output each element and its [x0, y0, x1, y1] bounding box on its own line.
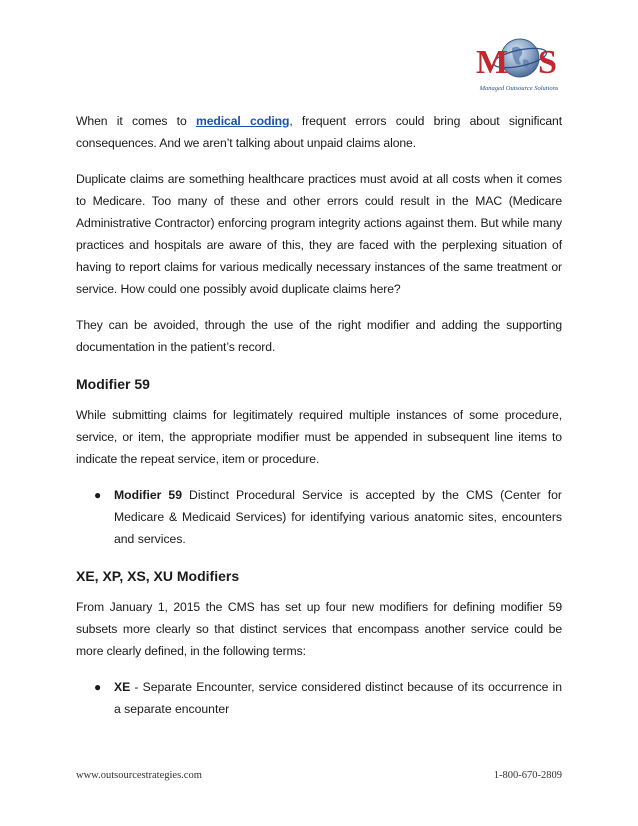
intro-text-end: , frequent errors could bring about significant consequences. And we aren’t talking about unpaid claims alone.	[76, 114, 562, 150]
document-body	[76, 110, 562, 730]
bullet-term: XE	[114, 680, 131, 694]
logo-graphic	[468, 34, 570, 98]
company-logo	[468, 34, 570, 98]
bullet-term: Modifier 59	[114, 488, 182, 502]
medical-coding-link[interactable]: medical coding	[195, 114, 290, 128]
x-modifiers-heading: XE, XP, XS, XU Modifiers	[76, 568, 240, 584]
intro-text-start: When it comes to	[76, 114, 196, 128]
x-modifiers-paragraph: From January 1, 2015 the CMS has set up four new modifiers for defining modifier 59 subsets more clearly so that distinct services that encompass another service could be more clearly defined, in the following terms:	[76, 600, 562, 658]
intro-paragraph	[76, 110, 562, 154]
bullet-icon: ●	[94, 680, 102, 694]
bullet-icon: ●	[94, 488, 102, 502]
logo-tagline: Managed Outsource Solutions	[479, 85, 559, 92]
logo-letter-m: M	[476, 44, 509, 81]
page-footer	[76, 770, 562, 781]
list-item	[76, 676, 562, 720]
modifier-59-heading: Modifier 59	[76, 376, 150, 392]
footer-website: www.outsourcestrategies.com	[76, 770, 202, 781]
logo-letter-s: S	[538, 44, 557, 81]
x-modifiers-list	[76, 676, 562, 720]
duplicate-claims-paragraph: Duplicate claims are something healthcare practices must avoid at all costs when it comes to Medicare. Too many of these and other errors could result in the MAC (Medicare Administrative Contractor) enforcing program integrity actions against them. But while many practices and hospitals are aware of this, they are faced with the perplexing situation of having to report claims for various medically necessary instances of the same treatment or service. How could one possibly avoid duplicate claims here?	[76, 172, 562, 296]
modifier-59-list	[76, 484, 562, 550]
avoidance-paragraph: They can be avoided, through the use of the right modifier and adding the supporting documentation in the patient’s record.	[76, 318, 562, 354]
bullet-text: Distinct Procedural Service is accepted by the CMS (Center for Medicare & Medicaid Services) for identifying various anatomic sites, encounters and services.	[114, 488, 562, 546]
list-item	[76, 484, 562, 550]
footer-phone: 1-800-670-2809	[493, 770, 562, 781]
modifier-59-paragraph: While submitting claims for legitimately required multiple instances of some procedure, service, or item, the appropriate modifier must be appended in subsequent line items to indicate the repeat service, item or procedure.	[76, 408, 562, 466]
bullet-text: - Separate Encounter, service considered distinct because of its occurrence in a separate encounter	[114, 680, 562, 716]
